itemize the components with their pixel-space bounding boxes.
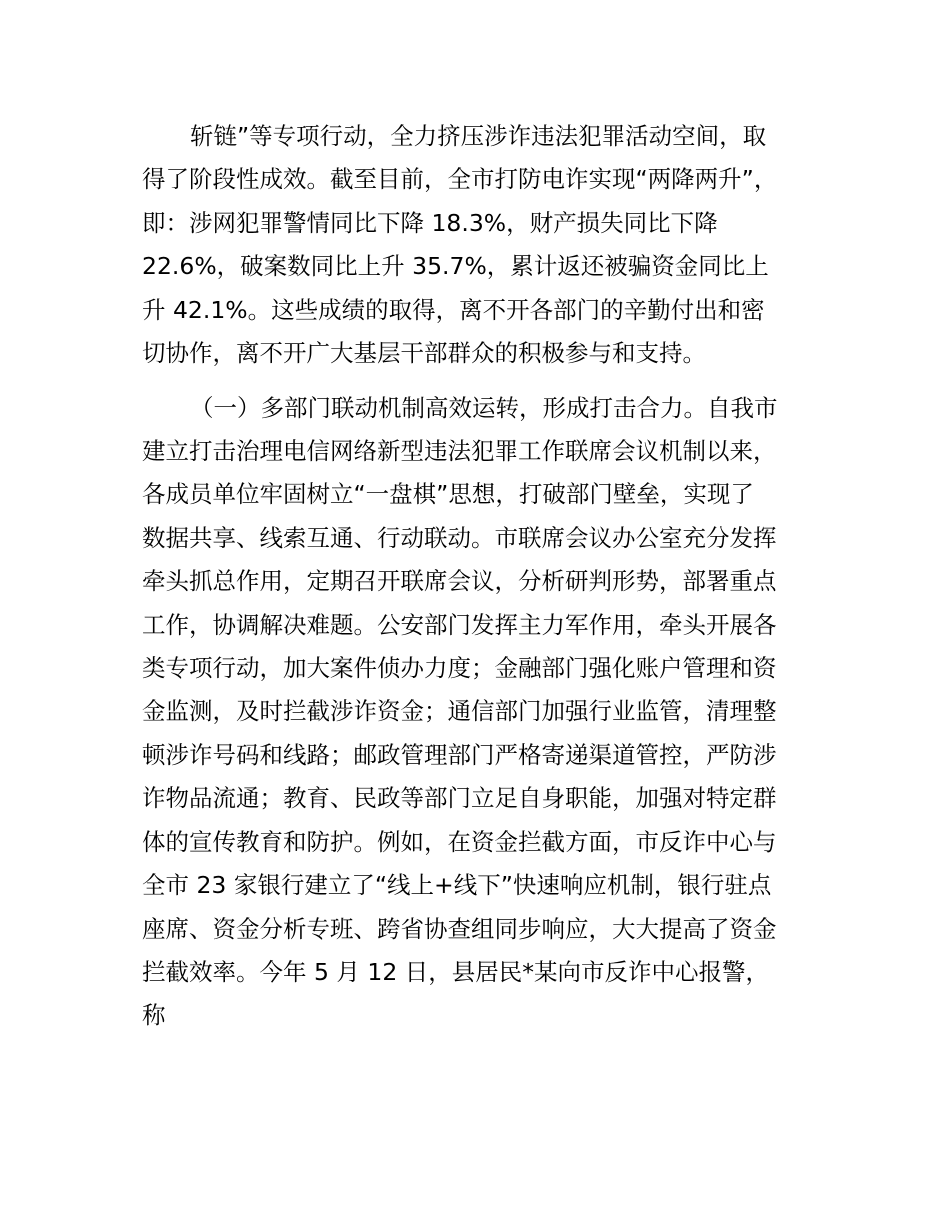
paragraph-line: 顿涉诈号码和线路；邮政管理部门严格寄递渠道管控，严防涉: [142, 741, 777, 769]
paragraph-line: 建立打击治理电信网络新型违法犯罪工作联席会议机制以来，: [142, 437, 777, 465]
paragraph-line: 诈物品流通；教育、民政等部门立足自身职能，加强对特定群: [142, 784, 777, 812]
paragraph-line: 数据共享、线索互通、行动联动。市联席会议办公室充分发挥: [142, 524, 777, 552]
paragraph-line: 体的宣传教育和防护。例如，在资金拦截方面，市反诈中心与: [142, 828, 777, 856]
paragraph-line: 得了阶段性成效。截至目前，全市打防电诈实现“两降两升”，: [142, 165, 778, 193]
paragraph-line: 金监测，及时拦截涉诈资金；通信部门加强行业监管，清理整: [142, 697, 777, 725]
paragraph-line: 斩链”等专项行动，全力挤压涉诈违法犯罪活动空间，取: [190, 122, 767, 150]
paragraph-line: 工作，协调解决难题。公安部门发挥主力军作用，牵头开展各: [142, 611, 777, 639]
paragraph-line: 牵头抓总作用，定期召开联席会议，分析研判形势，部署重点: [142, 567, 777, 595]
paragraph-line: 座席、资金分析专班、跨省协查组同步响应，大大提高了资金: [142, 915, 777, 943]
paragraph-line: 全市 23 家银行建立了“线上+线下”快速响应机制，银行驻点: [142, 871, 772, 899]
paragraph-line: 升 42.1%。这些成绩的取得，离不开各部门的辛勤付出和密: [142, 296, 765, 324]
paragraph-line: 称: [142, 1001, 166, 1029]
section-heading-line: （一）多部门联动机制高效运转，形成打击合力。自我市: [190, 394, 778, 422]
paragraph-line: 22.6%，破案数同比上升 35.7%，累计返还被骗资金同比上: [142, 252, 769, 280]
paragraph-line: 即：涉网犯罪警情同比下降 18.3%，财产损失同比下降: [142, 209, 718, 237]
paragraph-line: 拦截效率。今年 5 月 12 日，县居民*某向市反诈中心报警，: [142, 958, 769, 986]
paragraph-line: 类专项行动，加大案件侦办力度；金融部门强化账户管理和资: [142, 654, 777, 682]
paragraph-line: 切协作，离不开广大基层干部群众的积极参与和支持。: [142, 339, 706, 367]
paragraph-line: 各成员单位牢固树立“一盘棋”思想，打破部门壁垒，实现了: [142, 480, 754, 508]
